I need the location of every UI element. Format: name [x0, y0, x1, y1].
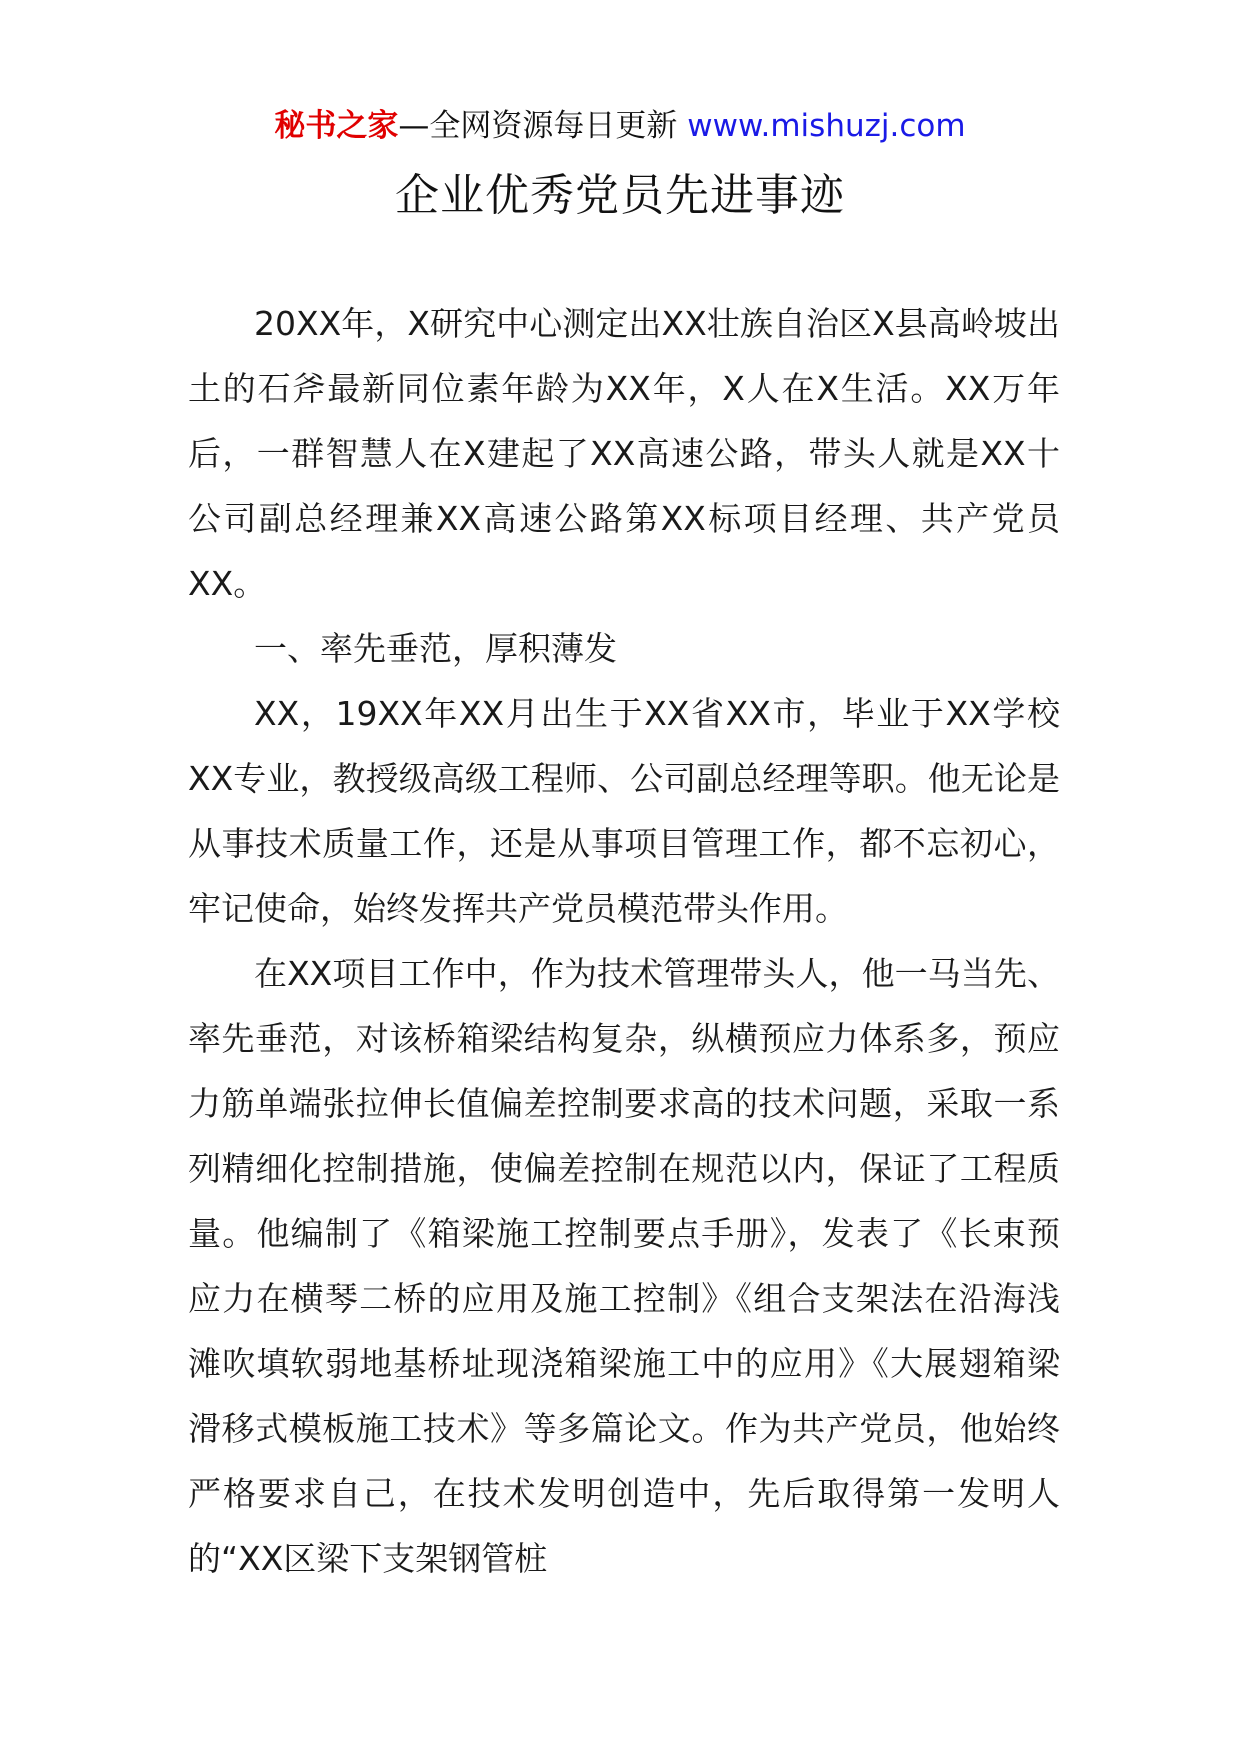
document-body [188, 291, 1060, 1591]
site-header [0, 104, 1240, 148]
section-heading: 一、率先垂范，厚积薄发 [254, 629, 617, 668]
paragraph-biography: XX，19XX年XX月出生于XX省XX市，毕业于XX学校XX专业，教授级高级工程师、公司副总经理等职。他无论是从事技术质量工作，还是从事项目管理工作，都不忘初心，牢记使命，始终发挥共产党员模范带头作用。 [188, 694, 1060, 928]
site-url-link[interactable]: www.mishuzj.com [687, 108, 966, 144]
paragraph-project-work: 在XX项目工作中，作为技术管理带头人，他一马当先、率先垂范，对该桥箱梁结构复杂，纵横预应力体系多，预应力筋单端张拉伸长值偏差控制要求高的技术问题，采取一系列精细化控制措施，使偏差控制在规范以内，保证了工程质量。他编制了《箱梁施工控制要点手册》，发表了《长束预应力在横琴二桥的应用及施工控制》《组合支架法在沿海浅滩吹填软弱地基桥址现浇箱梁施工中的应用》《大展翅箱梁滑移式模板施工技术》等多篇论文。作为共产党员，他始终严格要求自己，在技术发明创造中，先后取得第一发明人的“XX区梁下支架钢管桩 [188, 954, 1060, 1578]
document-title: 企业优秀党员先进事迹 [395, 170, 845, 221]
paragraph-intro: 20XX年，X研究中心测定出XX壮族自治区X县高岭坡出土的石斧最新同位素年龄为XX年，X人在X生活。XX万年后，一群智慧人在X建起了XX高速公路，带头人就是XX十公司副总经理兼XX高速公路第XX标项目经理、共产党员XX。 [188, 304, 1060, 603]
header-tagline: —全网资源每日更新 [398, 108, 678, 144]
brand-name: 秘书之家 [274, 108, 399, 144]
